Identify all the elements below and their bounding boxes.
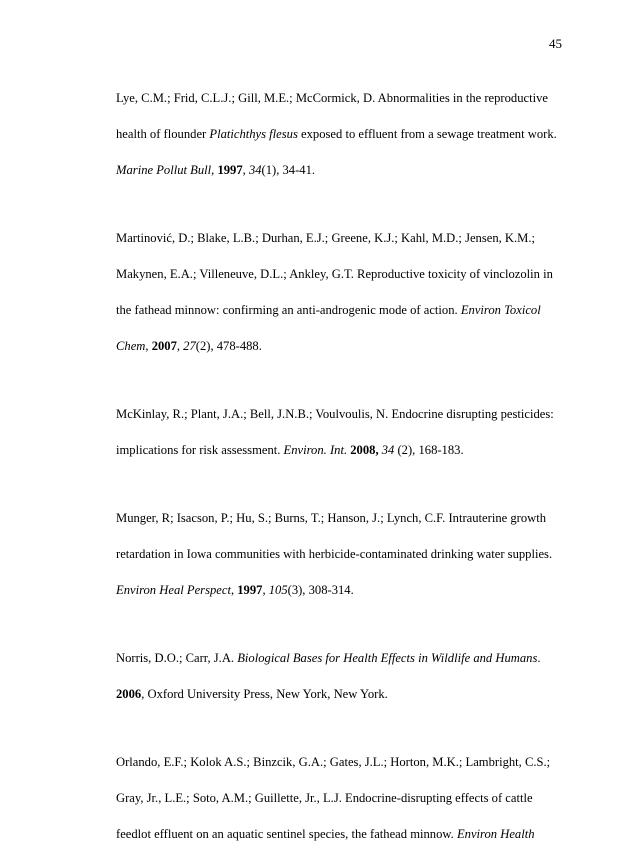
reference-line bbox=[116, 546, 556, 562]
reference-line bbox=[116, 90, 556, 106]
text-segment: the fathead minnow: confirming an anti-androgenic mode of action. bbox=[116, 303, 461, 317]
italic-text: Marine Pollut Bull bbox=[116, 163, 212, 177]
text-segment: , bbox=[211, 163, 218, 177]
page-number: 45 bbox=[549, 36, 562, 51]
italic-text: Biological Bases for Health Effects in Wildlife and Humans bbox=[237, 651, 538, 665]
reference-entry bbox=[116, 230, 556, 354]
italic-text: Platichthys flesus bbox=[209, 127, 298, 141]
bold-text: 2008, bbox=[350, 443, 379, 457]
reference-line bbox=[116, 162, 556, 178]
reference-line bbox=[116, 126, 556, 142]
text-segment: (2), 478-488. bbox=[195, 339, 262, 353]
text-segment: , bbox=[230, 583, 238, 597]
bold-text: 1997 bbox=[217, 163, 243, 177]
bold-text: 2006 bbox=[116, 687, 142, 701]
text-segment: Gray, Jr., L.E.; Soto, A.M.; Guillette, Jr., L.J. Endocrine-disrupting effects of cattle bbox=[116, 791, 533, 805]
reference-line bbox=[116, 582, 556, 598]
text-segment: , Oxford University Press, New York, New York. bbox=[141, 687, 388, 701]
text-segment: Norris, D.O.; Carr, J.A. bbox=[116, 651, 238, 665]
reference-line bbox=[116, 826, 556, 842]
text-segment: , bbox=[262, 583, 269, 597]
text-segment: Lye, C.M.; Frid, C.L.J.; Gill, M.E.; McCormick, D. Abnormalities in the reproductive bbox=[116, 91, 548, 105]
reference-entry bbox=[116, 754, 556, 842]
reference-line bbox=[116, 686, 556, 702]
italic-text: 34 bbox=[248, 163, 262, 177]
italic-text: Chem bbox=[116, 339, 146, 353]
text-segment: health of flounder bbox=[116, 127, 210, 141]
reference-line bbox=[116, 754, 556, 770]
bold-text: 2007 bbox=[151, 339, 177, 353]
text-segment: , bbox=[176, 339, 184, 353]
text-segment: retardation in Iowa communities with herbicide-contaminated drinking water supplies. bbox=[116, 547, 553, 561]
text-segment: McKinlay, R.; Plant, J.A.; Bell, J.N.B.; Voulvoulis, N. Endocrine disrupting pesticides: bbox=[116, 407, 554, 421]
reference-line bbox=[116, 510, 556, 526]
text-segment: (3), 308-314. bbox=[287, 583, 354, 597]
reference-line bbox=[116, 302, 556, 318]
italic-text: 34 bbox=[381, 443, 395, 457]
text-segment: exposed to effluent from a sewage treatment work. bbox=[297, 127, 557, 141]
italic-text: 105 bbox=[268, 583, 288, 597]
text-segment: . bbox=[537, 651, 541, 665]
italic-text: 27 bbox=[183, 339, 196, 353]
text-segment: feedlot effluent on an aquatic sentinel species, the fathead minnow. bbox=[116, 827, 457, 841]
text-segment: Orlando, E.F.; Kolok A.S.; Binzcik, G.A.; Gates, J.L.; Horton, M.K.; Lambright, C.S.; bbox=[116, 755, 551, 769]
reference-list bbox=[116, 90, 556, 842]
italic-text: Environ Toxicol bbox=[460, 303, 541, 317]
reference-line bbox=[116, 650, 556, 666]
text-segment: Makynen, E.A.; Villeneuve, D.L.; Ankley, G.T. Reproductive toxicity of vinclozolin in bbox=[116, 267, 553, 281]
reference-line bbox=[116, 230, 556, 246]
reference-line bbox=[116, 266, 556, 282]
text-segment: Martinović, D.; Blake, L.B.; Durhan, E.J.; Greene, K.J.; Kahl, M.D.; Jensen, K.M.; bbox=[116, 231, 536, 245]
bold-text: 1997 bbox=[237, 583, 263, 597]
reference-entry bbox=[116, 510, 556, 598]
text-segment: (2), 168-183. bbox=[394, 443, 464, 457]
reference-line bbox=[116, 406, 556, 422]
text-segment: , bbox=[242, 163, 249, 177]
text-segment: (1), 34-41. bbox=[261, 163, 316, 177]
text-segment: implications for risk assessment. bbox=[116, 443, 284, 457]
text-segment: Munger, R; Isacson, P.; Hu, S.; Burns, T.; Hanson, J.; Lynch, C.F. Intrauterine growth bbox=[116, 511, 547, 525]
reference-entry bbox=[116, 406, 556, 458]
text-segment: , bbox=[145, 339, 152, 353]
reference-entry bbox=[116, 90, 556, 178]
reference-line bbox=[116, 790, 556, 806]
italic-text: Environ. Int. bbox=[283, 443, 348, 457]
reference-entry bbox=[116, 650, 556, 702]
italic-text: Environ Heal Perspect bbox=[116, 583, 231, 597]
reference-line bbox=[116, 442, 556, 458]
reference-line bbox=[116, 338, 556, 354]
italic-text: Environ Health bbox=[456, 827, 535, 841]
